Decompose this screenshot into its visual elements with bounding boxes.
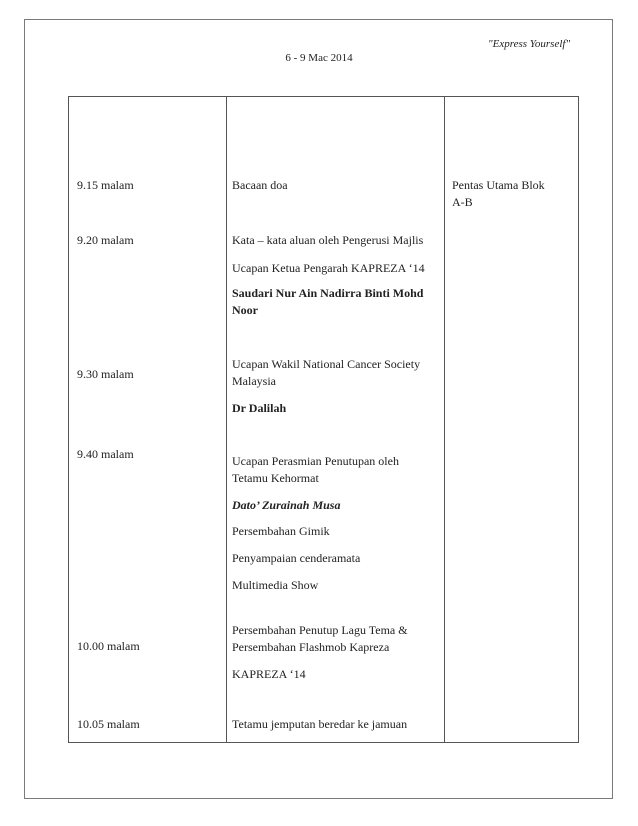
header-dates: 6 - 9 Mac 2014: [285, 52, 353, 64]
activity-cell: Ucapan Perasmian Penutupan oleh: [232, 454, 399, 468]
activity-cell: Persembahan Penutup Lagu Tema &: [232, 623, 408, 637]
time-cell: 10.00 malam: [77, 639, 140, 653]
column-divider-1: [226, 97, 227, 742]
activity-cell: Persembahan Flashmob Kapreza: [232, 640, 390, 654]
speaker-name: Dr Dalilah: [232, 401, 287, 415]
guest-name: Dato’ Zurainah Musa: [232, 498, 341, 512]
time-cell: 10.05 malam: [77, 717, 140, 731]
time-cell: 9.40 malam: [77, 447, 134, 461]
schedule-table: [68, 96, 579, 743]
venue-cell: Pentas Utama Blok: [452, 178, 545, 192]
time-cell: 9.20 malam: [77, 233, 134, 247]
activity-cell: Tetamu jemputan beredar ke jamuan: [232, 717, 408, 731]
activity-cell: Malaysia: [232, 374, 276, 388]
activity-cell: KAPREZA ‘14: [232, 667, 306, 681]
activity-cell: Tetamu Kehormat: [232, 471, 319, 485]
activity-cell: Ucapan Wakil National Cancer Society: [232, 357, 421, 371]
activity-cell: Bacaan doa: [232, 178, 288, 192]
speaker-name: Noor: [232, 303, 258, 317]
activity-cell: Penyampaian cenderamata: [232, 551, 361, 565]
venue-cell: A-B: [452, 195, 473, 209]
time-cell: 9.15 malam: [77, 178, 134, 192]
column-divider-2: [444, 97, 445, 742]
speaker-name: Saudari Nur Ain Nadirra Binti Mohd: [232, 286, 424, 300]
activity-cell: Ucapan Ketua Pengarah KAPREZA ‘14: [232, 261, 425, 275]
header-slogan: "Express Yourself": [488, 38, 571, 50]
activity-cell: Persembahan Gimik: [232, 524, 330, 538]
activity-cell: Multimedia Show: [232, 578, 319, 592]
activity-cell: Kata – kata aluan oleh Pengerusi Majlis: [232, 233, 424, 247]
time-cell: 9.30 malam: [77, 367, 134, 381]
